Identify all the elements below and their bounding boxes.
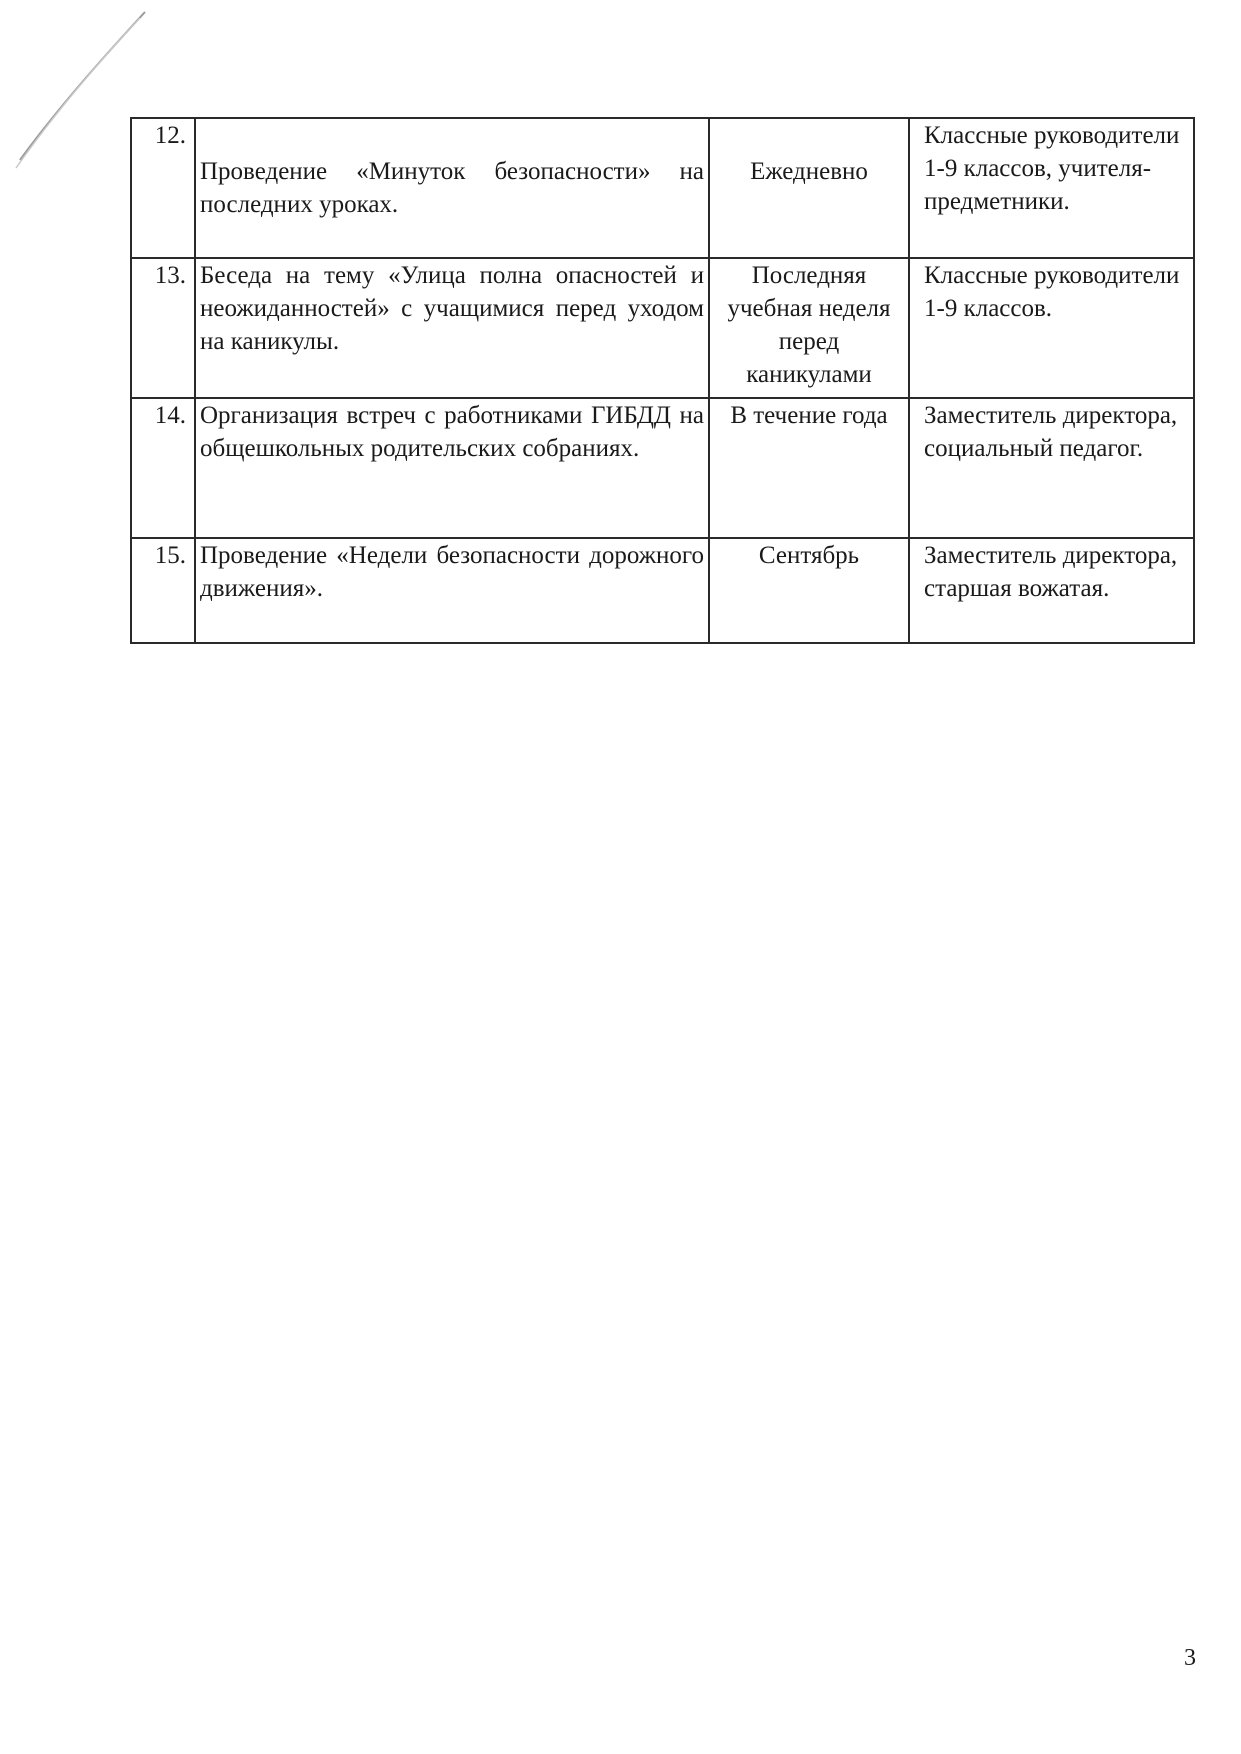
activity-plan-table [130, 117, 1195, 644]
date-text: Ежедневно [750, 158, 868, 185]
page-number: 3 [1184, 1645, 1196, 1671]
responsible-cell: Классные руководители 1-9 классов. [909, 258, 1194, 398]
event-cell: Беседа на тему «Улица полна опасностей и неожиданностей» с учащимися перед уходом на каникулы. [195, 258, 709, 398]
date-cell [709, 118, 909, 258]
responsible-cell: Заместитель директора, старшая вожатая. [909, 538, 1194, 643]
event-text: Проведение «Минуток безопасности» на последних уроках. [200, 158, 704, 218]
date-cell: Последняя учебная неделя перед каникулами [709, 258, 909, 398]
responsible-cell: Классные руководители 1-9 классов, учителя-предметники. [909, 118, 1194, 258]
date-cell: Сентябрь [709, 538, 909, 643]
table-row [131, 398, 1194, 538]
date-cell: В течение года [709, 398, 909, 538]
table-row [131, 258, 1194, 398]
event-cell [195, 118, 709, 258]
event-cell: Проведение «Недели безопасности дорожного движения». [195, 538, 709, 643]
event-cell: Организация встреч с работниками ГИБДД на общешкольных родительских собраниях. [195, 398, 709, 538]
row-number: 14. [131, 398, 195, 538]
responsible-cell: Заместитель директора, социальный педагог. [909, 398, 1194, 538]
row-number: 13. [131, 258, 195, 398]
table-row [131, 118, 1194, 258]
row-number: 15. [131, 538, 195, 643]
row-number: 12. [131, 118, 195, 258]
table-row [131, 538, 1194, 643]
